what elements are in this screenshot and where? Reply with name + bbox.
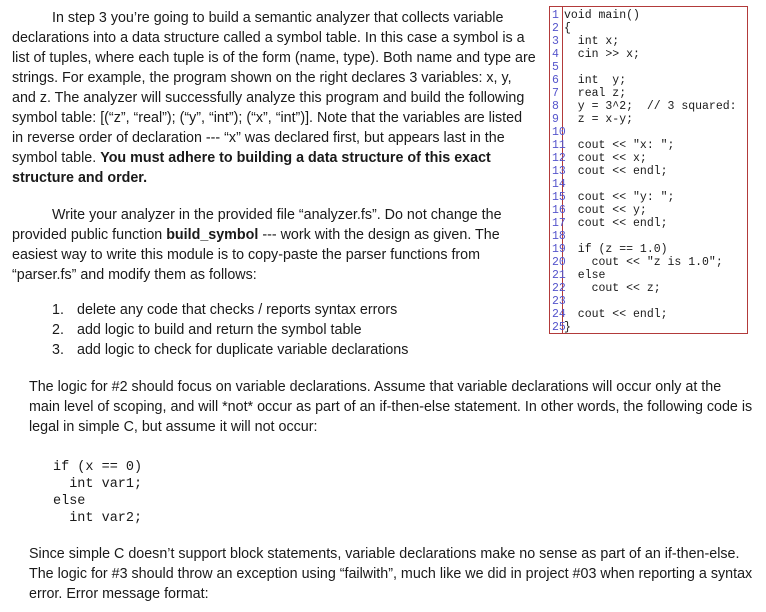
code-text: cout << y;	[564, 204, 647, 217]
code-text: int x;	[564, 35, 620, 48]
code-text: real z;	[564, 87, 627, 100]
steps-list	[52, 300, 408, 360]
line-number: 20	[552, 256, 566, 269]
intro-paragraph	[12, 8, 536, 188]
code-text: cout << endl;	[564, 308, 668, 321]
list-text: add logic to check for duplicate variable declarations	[77, 342, 409, 358]
code-text: }	[564, 321, 571, 334]
list-item	[52, 300, 408, 320]
list-item	[52, 340, 408, 360]
list-number: 2.	[52, 322, 64, 338]
code-text: else	[564, 269, 606, 282]
code-text: cout << "x: ";	[564, 139, 675, 152]
list-text: delete any code that checks / reports syntax errors	[77, 302, 398, 318]
code-text: cin >> x;	[564, 48, 640, 61]
line-number: 7	[552, 87, 559, 100]
line-number: 13	[552, 165, 566, 178]
build-symbol-function: build_symbol	[166, 227, 259, 243]
snippet-line: else	[53, 494, 86, 509]
line-number: 18	[552, 230, 566, 243]
code-listing	[549, 6, 748, 334]
line-number: 8	[552, 100, 559, 113]
line-number: 14	[552, 178, 566, 191]
list-number: 3.	[52, 342, 64, 358]
line-number: 15	[552, 191, 566, 204]
failwith-paragraph: Since simple C doesn’t support block statements, variable declarations make no sense as part of an if-then-else. The logic for #3 should throw an exception using “failwith”, much like we did in project #03 when reporting a syntax error. Error message format:	[29, 546, 753, 602]
line-number: 6	[552, 74, 559, 87]
snippet-line: int var1;	[53, 477, 143, 492]
code-text: cout << x;	[564, 152, 647, 165]
code-text: cout << "z is 1.0";	[564, 256, 723, 269]
line-number: 2	[552, 22, 559, 35]
scoping-paragraph: The logic for #2 should focus on variable declarations. Assume that variable declarations will occur only at the main level of scoping, and will *not* occur as part of an if-then-else statement. In other words, the following code is legal in simple C, but assume it will not occur:	[29, 379, 753, 435]
line-number: 1	[552, 9, 559, 22]
line-number: 11	[552, 139, 566, 152]
line-number: 19	[552, 243, 566, 256]
line-number: 22	[552, 282, 566, 295]
code-text: z = x-y;	[564, 113, 634, 126]
code-text: y = 3^2; // 3 squared:	[564, 100, 737, 113]
line-number: 4	[552, 48, 559, 61]
intro-emphasis: You must adhere to building a data structure of this exact structure and order.	[12, 150, 491, 186]
analyzer-text-after: --- work with the design as given. The easiest way to write this module is to copy-paste the parser functions from “parser.fs” and modify them as follows:	[12, 227, 500, 283]
line-number: 16	[552, 204, 566, 217]
analyzer-text-before: Write your analyzer in the provided file “analyzer.fs”. Do not change the provided public function	[12, 207, 502, 243]
line-number: 10	[552, 126, 566, 139]
code-text: {	[564, 22, 571, 35]
code-text: void main()	[564, 9, 640, 22]
snippet-line: int var2;	[53, 511, 143, 526]
code-text: if (z == 1.0)	[564, 243, 668, 256]
snippet-line: if (x == 0)	[53, 460, 143, 475]
analyzer-paragraph	[12, 205, 536, 285]
line-number: 25	[552, 321, 566, 334]
line-number: 17	[552, 217, 566, 230]
line-number: 23	[552, 295, 566, 308]
code-text: cout << z;	[564, 282, 661, 295]
line-number: 21	[552, 269, 566, 282]
list-text: add logic to build and return the symbol table	[77, 322, 362, 338]
code-text: int y;	[564, 74, 627, 87]
line-number: 5	[552, 61, 559, 74]
code-text: cout << endl;	[564, 165, 668, 178]
list-number: 1.	[52, 302, 64, 318]
line-number: 12	[552, 152, 566, 165]
code-text: cout << "y: ";	[564, 191, 675, 204]
line-number: 9	[552, 113, 559, 126]
intro-text: In step 3 you’re going to build a semantic analyzer that collects variable declarations into a data structure called a symbol table. In this case a symbol is a list of tuples, where each tuple is of the form (name, type). Both name and type are strings. For example, the program shown on the right declares 3 variables: x, y, and z. The analyzer will successfully analyze this program and build the following symbol table: [(“z”, “real”); (“y”, “int”); (“x”, “int”)]. Note that the variables are listed in reverse order of declaration --- “x” was declared first, but appears last in the symbol table.	[12, 10, 536, 166]
line-number: 3	[552, 35, 559, 48]
code-text: cout << endl;	[564, 217, 668, 230]
list-item	[52, 320, 408, 340]
line-number: 24	[552, 308, 566, 321]
